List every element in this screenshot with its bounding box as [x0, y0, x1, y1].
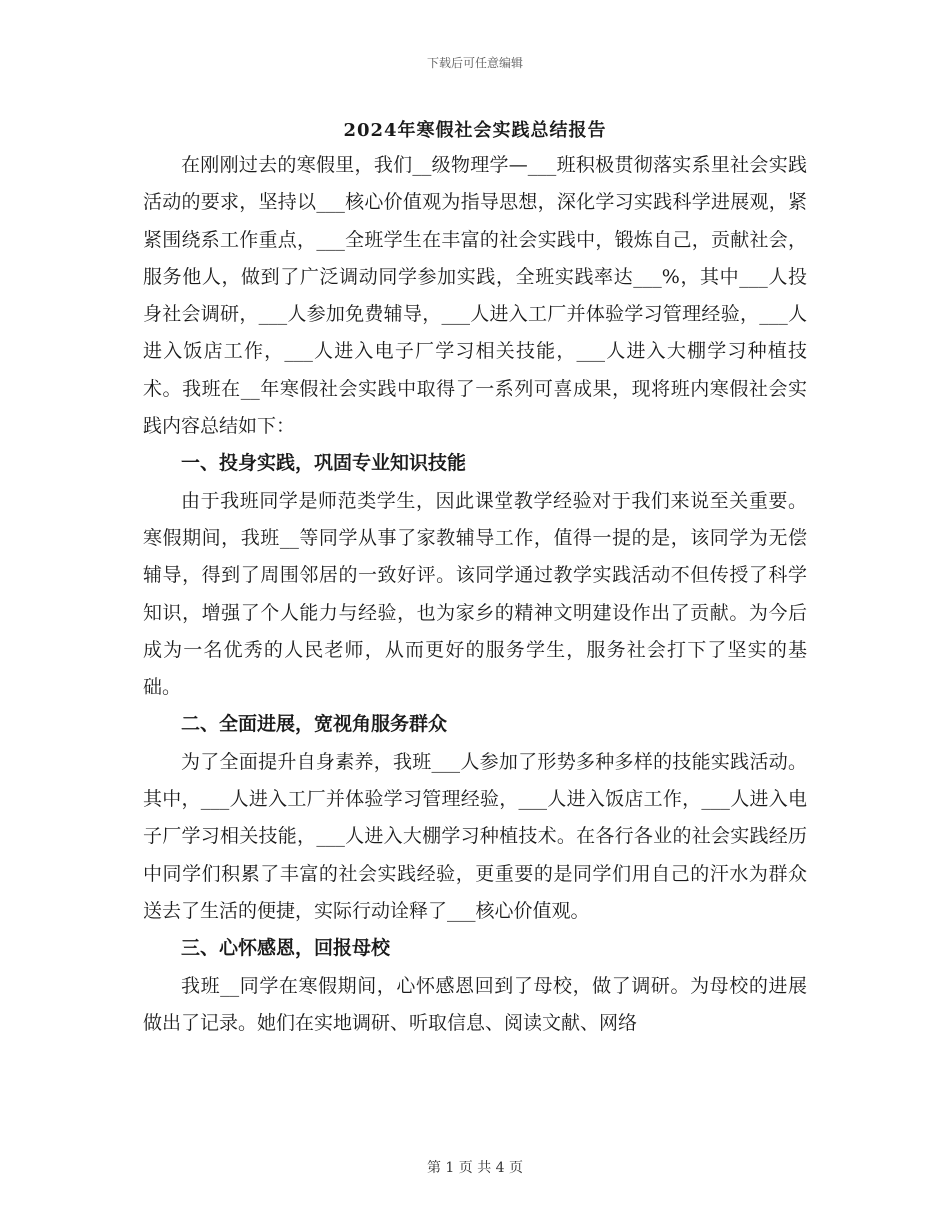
page-header-note: 下载后可任意编辑	[426, 56, 523, 70]
document-title: 2024年寒假社会实践总结报告	[343, 120, 607, 141]
section-heading-3: 三、心怀感恩，回报母校	[181, 937, 391, 960]
section-body-3: 我班__同学在寒假期间，心怀感恩回到了母校，做了调研。为母校的进展做出了记录。她们在实地调研、听取信息、阅读文献、网络	[143, 974, 807, 1034]
page-number: 第 1 页 共 4 页	[426, 1160, 524, 1176]
document-body	[143, 147, 807, 1042]
section-heading-2: 二、全面进展，宽视角服务群众	[181, 713, 448, 736]
section-heading-1: 一、投身实践，巩固专业知识技能	[181, 452, 467, 475]
section-body-1: 由于我班同学是师范类学生，因此课堂教学经验对于我们来说至关重要。寒假期间，我班__等同学从事了家教辅导工作，值得一提的是，该同学为无偿辅导，得到了周围邻居的一致好评。该同学通过教学实践活动不但传授了科学知识，增强了个人能力与经验，也为家乡的精神文明建设作出了贡献。为今后成为一名优秀的人民老师，从而更好的服务学生，服务社会打下了坚实的基础。	[143, 489, 807, 699]
section-body-2: 为了全面提升自身素养，我班___人参加了形势多种多样的技能实践活动。其中，___人进入工厂并体验学习管理经验，___人进入饭店工作，___人进入电子厂学习相关技能，___人进入大棚学习种植技术。在各行各业的社会实践经历中同学们积累了丰富的社会实践经验，更重要的是同学们用自己的汗水为群众送去了生活的便捷，实际行动诠释了___核心价值观。	[143, 750, 807, 922]
intro-paragraph: 在刚刚过去的寒假里，我们__级物理学—___班积极贯彻落实系里社会实践活动的要求，坚持以___核心价值观为指导思想，深化学习实践科学进展观，紧紧围绕系工作重点，___全班学生在丰富的社会实践中，锻炼自己，贡献社会，服务他人，做到了广泛调动同学参加实践，全班实践率达___%，其中___人投身社会调研，___人参加免费辅导，___人进入工厂并体验学习管理经验，___人进入饭店工作，___人进入电子厂学习相关技能，___人进入大棚学习种植技术。我班在__年寒假社会实践中取得了一系列可喜成果，现将班内寒假社会实践内容总结如下：	[143, 154, 807, 438]
